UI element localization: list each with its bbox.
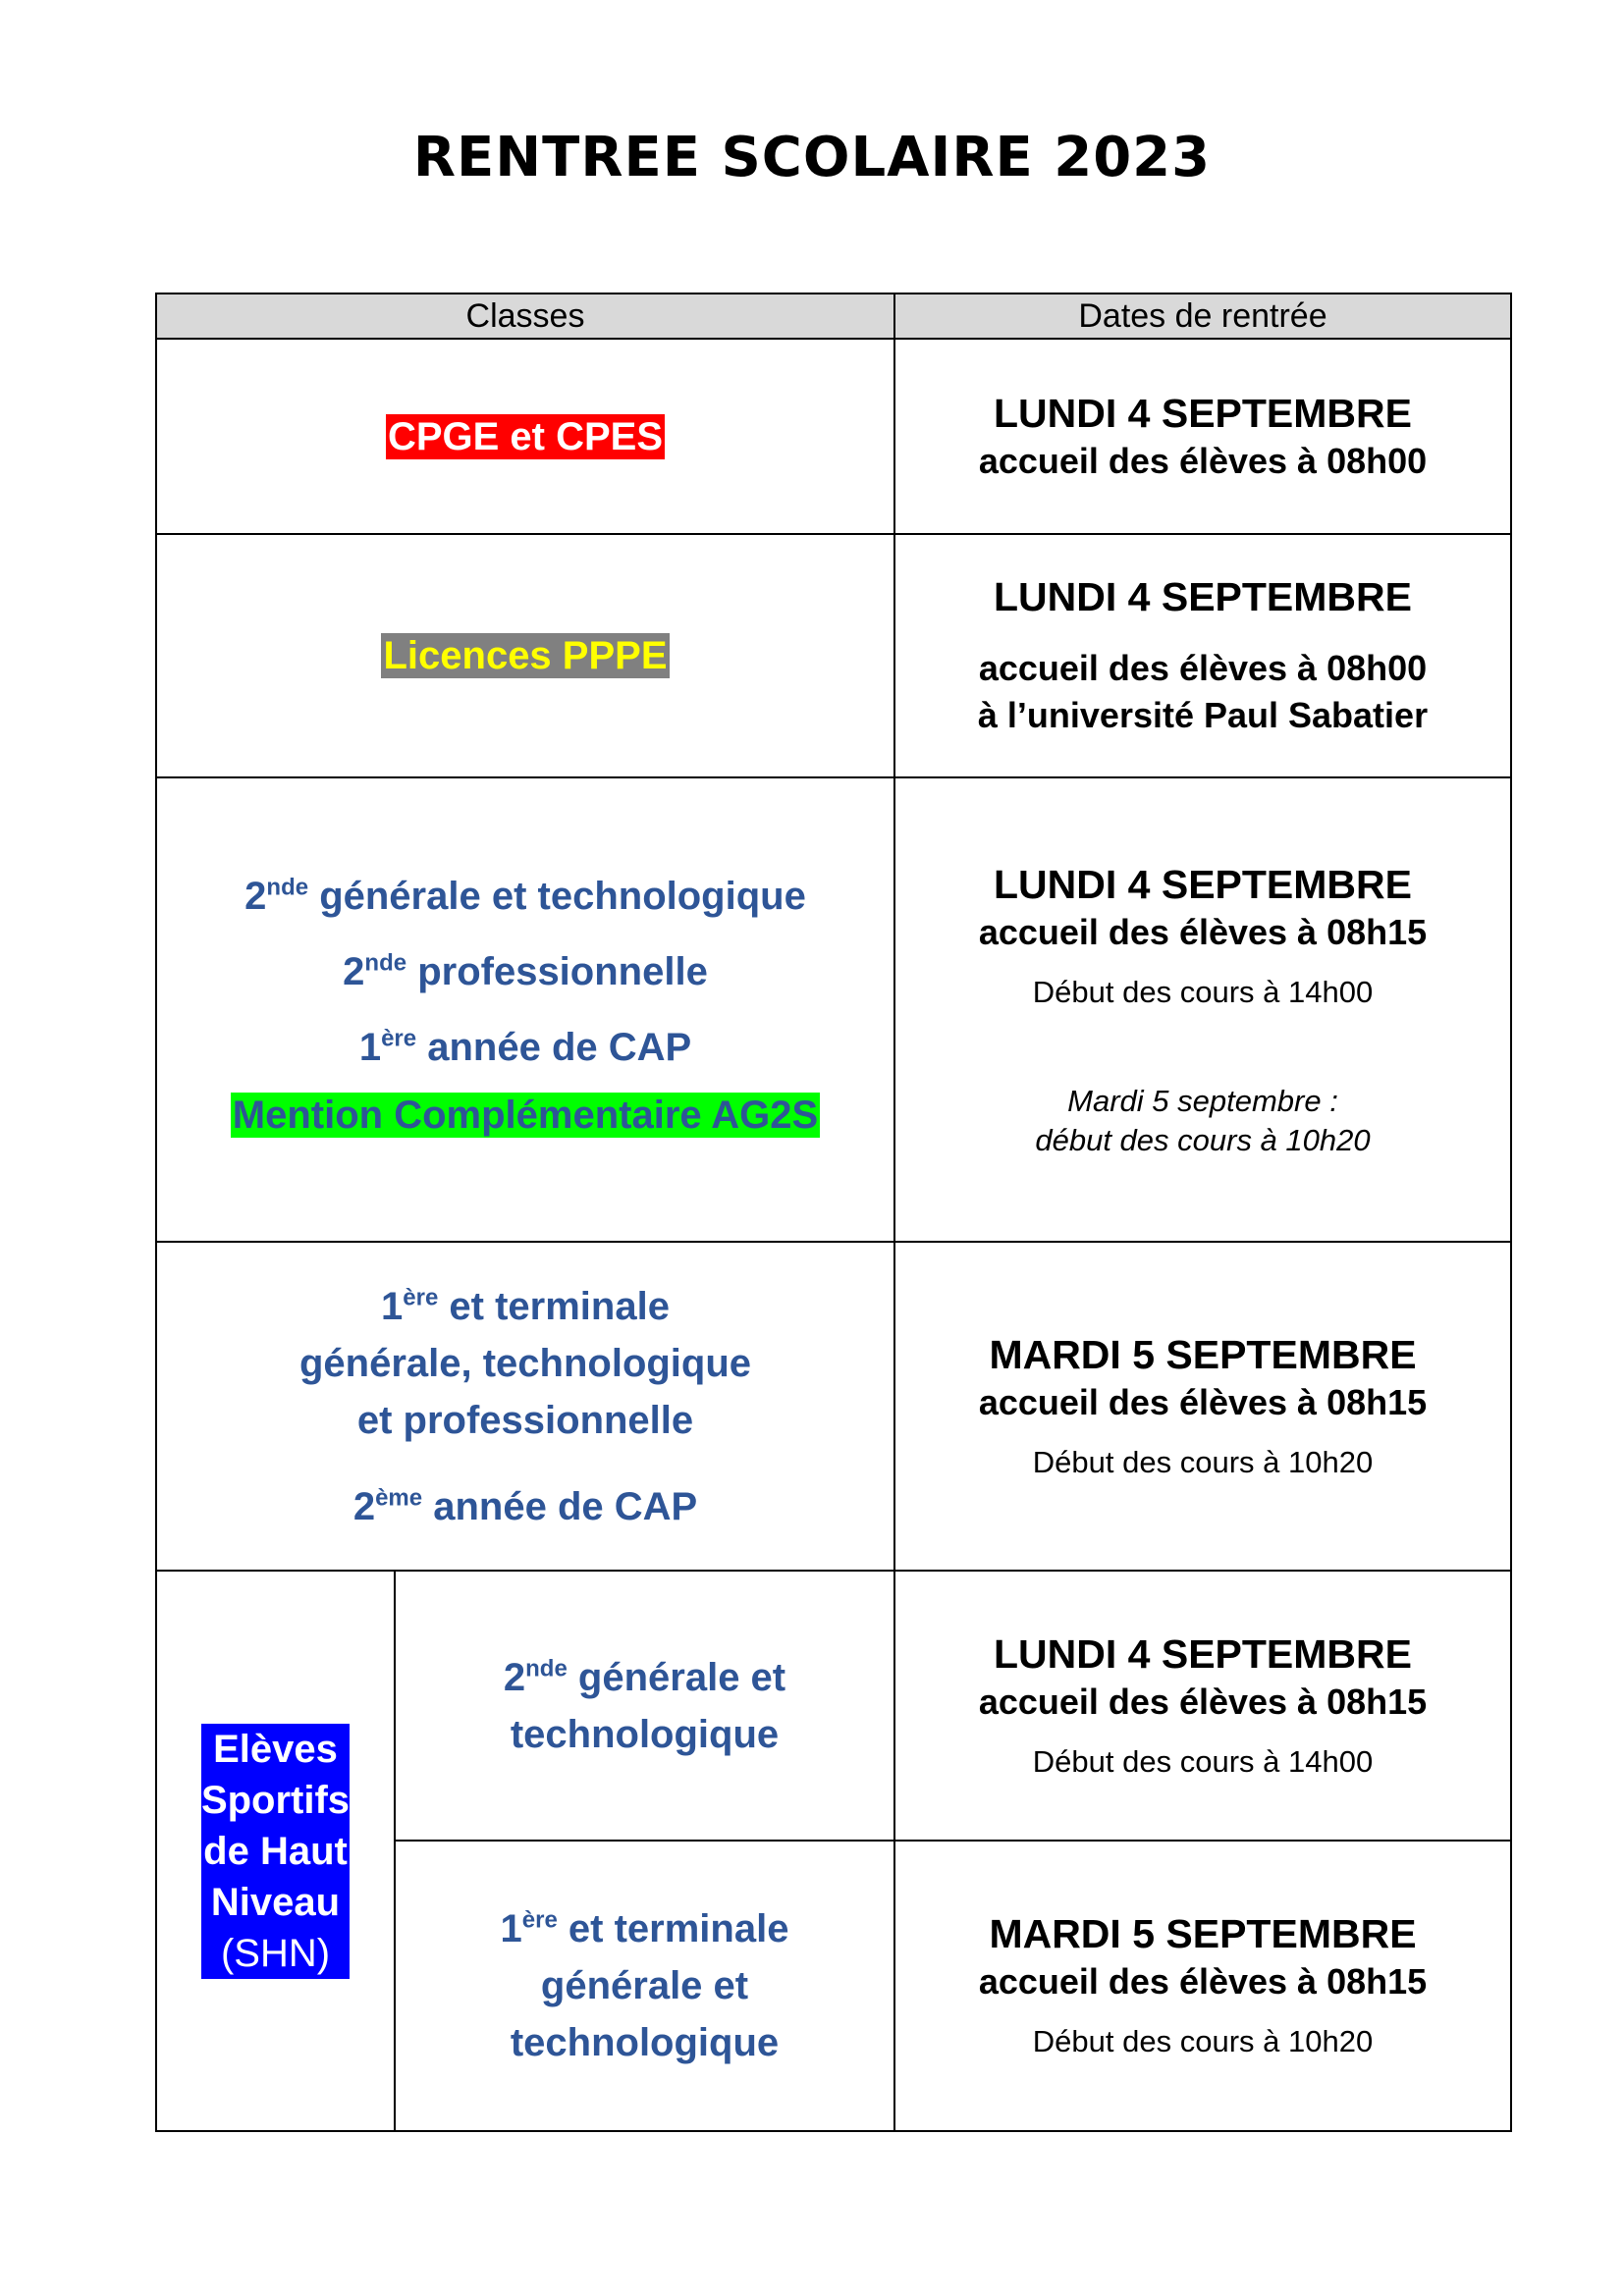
date-accueil: accueil des élèves à 08h15 [978,1381,1428,1422]
classes-cell [156,777,894,1242]
date-day: LUNDI 4 SEPTEMBRE [994,574,1412,619]
date-debut: Début des cours à 10h20 [1032,2024,1374,2058]
date-accueil: accueil des élèves à 08h15 [978,1681,1428,1722]
table-row [156,1242,1511,1571]
table-header-row [156,294,1511,339]
date-debut: Début des cours à 14h00 [1032,974,1374,1009]
dates-cell [894,1571,1511,1841]
date-note-day: Mardi 5 septembre : [1067,1083,1338,1118]
table-row [156,777,1511,1242]
class-line: 2nde générale et technologique [244,874,806,918]
class-line: générale et [540,1964,749,2007]
dates-cell [894,339,1511,534]
class-label-cpge: CPGE et CPES [387,414,664,458]
class-line: 1ère et terminale [500,1906,789,1950]
classes-cell [395,1841,894,2131]
date-note-debut: début des cours à 10h20 [1035,1122,1371,1157]
table-row [156,534,1511,777]
classes-cell [156,534,894,777]
class-line: et professionnelle [356,1398,694,1442]
date-day: LUNDI 4 SEPTEMBRE [994,1630,1412,1677]
table-row [156,339,1511,534]
date-location: à l’université Paul Sabatier [977,695,1429,735]
class-line: technologique [510,1712,780,1756]
date-day: MARDI 5 SEPTEMBRE [989,1911,1417,1956]
date-day: LUNDI 4 SEPTEMBRE [994,390,1412,436]
class-line: technologique [510,2021,780,2064]
dates-cell [894,534,1511,777]
shn-label: Elèves Sportifs de Haut Niveau (SHN) [201,1724,350,1979]
date-debut: Début des cours à 10h20 [1032,1444,1374,1479]
date-accueil: accueil des élèves à 08h00 [978,648,1428,688]
header-classes: Classes [156,294,894,339]
date-accueil: accueil des élèves à 08h15 [978,1961,1428,2002]
classes-cell [395,1571,894,1841]
class-line: générale, technologique [298,1341,752,1385]
date-debut: Début des cours à 14h00 [1032,1743,1374,1779]
class-line: 2ème année de CAP [352,1484,698,1528]
date-accueil: accueil des élèves à 08h15 [978,911,1428,952]
shn-cell [156,1571,395,2131]
header-dates: Dates de rentrée [894,294,1511,339]
date-day: MARDI 5 SEPTEMBRE [989,1331,1417,1377]
class-label-mention: Mention Complémentaire AG2S [232,1093,819,1137]
class-line: 1ère année de CAP [358,1025,692,1069]
date-day: LUNDI 4 SEPTEMBRE [994,861,1412,907]
class-line: 2nde professionnelle [343,949,708,993]
dates-cell [894,1242,1511,1571]
class-label-pppe: Licences PPPE [383,634,668,677]
schedule-table [155,293,1512,2132]
classes-cell [156,1242,894,1571]
page-title: RENTREE SCOLAIRE 2023 [412,126,1212,189]
date-accueil: accueil des élèves à 08h00 [978,440,1428,481]
table-row [156,1571,1511,1841]
classes-cell [156,339,894,534]
dates-cell [894,1841,1511,2131]
class-line: 2nde générale et [503,1655,786,1699]
dates-cell [894,777,1511,1242]
class-line: 1ère et terminale [381,1284,670,1328]
